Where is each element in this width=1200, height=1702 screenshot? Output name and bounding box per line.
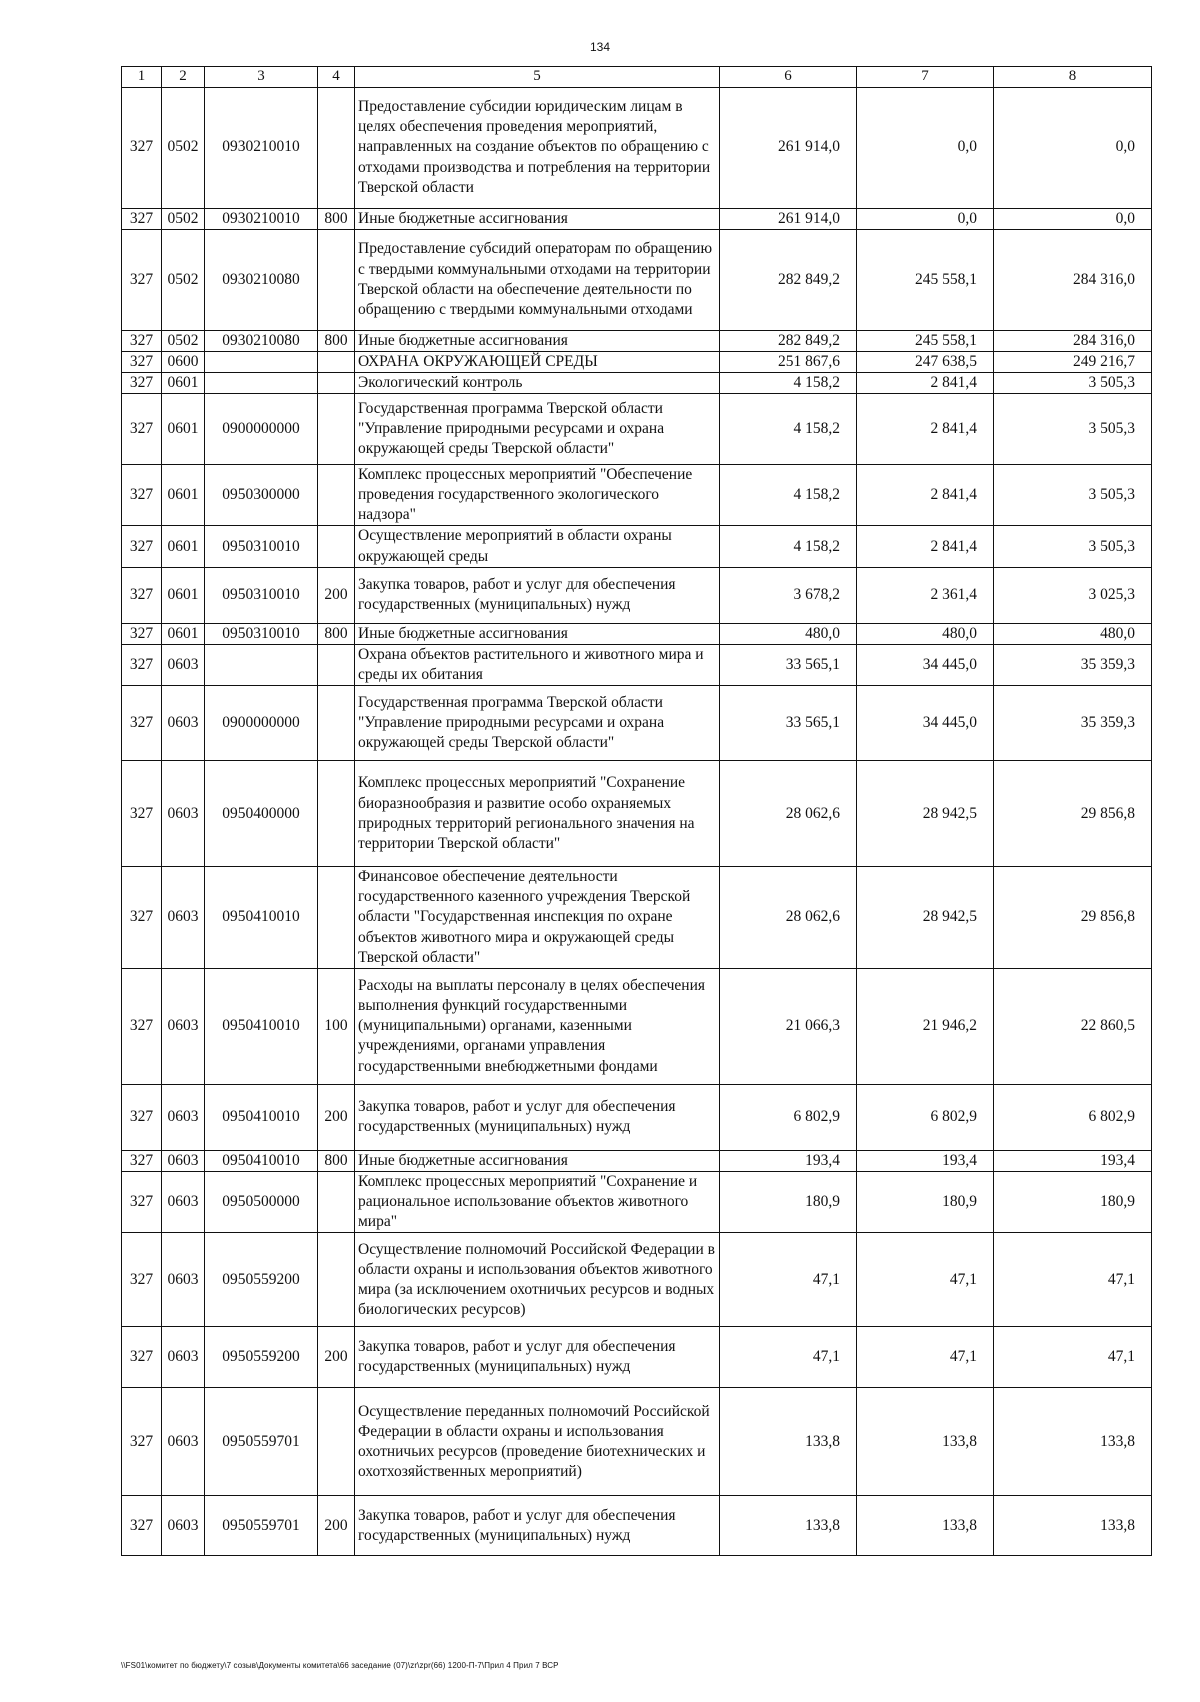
header-col-5: 5 [355,67,720,88]
code-section: 0603 [162,968,205,1084]
code-section: 0603 [162,1233,205,1327]
header-col-1: 1 [122,67,162,88]
amount-year-2: 21 946,2 [857,968,994,1084]
amount-year-2: 28 942,5 [857,761,994,867]
amount-year-3: 3 505,3 [994,394,1152,465]
amount-year-3: 3 505,3 [994,465,1152,526]
amount-year-1: 251 867,6 [720,351,857,372]
table-row [122,330,1152,351]
code-section: 0601 [162,623,205,644]
row-name: Иные бюджетные ассигнования [355,330,720,351]
row-name: Предоставление субсидий операторам по обращению с твердыми коммунальными отходами на территории Тверской области на обеспечение деятельности по обращению с твердыми коммунальными отходами [355,229,720,330]
amount-year-1: 261 914,0 [720,87,857,208]
amount-year-1: 133,8 [720,1388,857,1496]
amount-year-2: 2 361,4 [857,567,994,623]
code-ved: 327 [122,1172,162,1233]
amount-year-3: 35 359,3 [994,686,1152,761]
amount-year-1: 28 062,6 [720,867,857,969]
amount-year-2: 2 841,4 [857,465,994,526]
code-target: 0950410010 [205,867,318,969]
code-expense-type: 200 [318,567,355,623]
code-ved: 327 [122,1327,162,1388]
code-section: 0502 [162,330,205,351]
table-row [122,1172,1152,1233]
amount-year-1: 4 158,2 [720,526,857,567]
amount-year-1: 47,1 [720,1233,857,1327]
table-row [122,1084,1152,1150]
budget-table [121,66,1152,1556]
table-row [122,1496,1152,1556]
row-name: Закупка товаров, работ и услуг для обеспечения государственных (муниципальных) нужд [355,1327,720,1388]
code-expense-type [318,867,355,969]
amount-year-2: 47,1 [857,1327,994,1388]
code-section: 0601 [162,394,205,465]
amount-year-2: 0,0 [857,87,994,208]
row-name: Закупка товаров, работ и услуг для обеспечения государственных (муниципальных) нужд [355,1084,720,1150]
amount-year-1: 4 158,2 [720,372,857,393]
header-col-3: 3 [205,67,318,88]
table-row [122,867,1152,969]
amount-year-3: 47,1 [994,1233,1152,1327]
amount-year-2: 193,4 [857,1150,994,1171]
amount-year-2: 245 558,1 [857,330,994,351]
amount-year-1: 28 062,6 [720,761,857,867]
amount-year-1: 6 802,9 [720,1084,857,1150]
code-expense-type: 800 [318,330,355,351]
code-expense-type [318,1172,355,1233]
code-expense-type [318,372,355,393]
amount-year-3: 180,9 [994,1172,1152,1233]
amount-year-2: 34 445,0 [857,686,994,761]
code-section: 0600 [162,351,205,372]
code-target: 0930210010 [205,208,318,229]
code-ved: 327 [122,867,162,969]
amount-year-1: 33 565,1 [720,644,857,685]
header-row [122,67,1152,88]
code-section: 0603 [162,1150,205,1171]
code-expense-type [318,351,355,372]
code-ved: 327 [122,1233,162,1327]
code-target: 0900000000 [205,394,318,465]
table-row [122,351,1152,372]
code-target: 0930210080 [205,229,318,330]
code-target [205,351,318,372]
table-row [122,623,1152,644]
amount-year-1: 261 914,0 [720,208,857,229]
table-row [122,761,1152,867]
amount-year-2: 2 841,4 [857,394,994,465]
code-target: 0900000000 [205,686,318,761]
table-row [122,1327,1152,1388]
amount-year-2: 133,8 [857,1496,994,1556]
row-name: ОХРАНА ОКРУЖАЮЩЕЙ СРЕДЫ [355,351,720,372]
code-ved: 327 [122,351,162,372]
code-section: 0502 [162,208,205,229]
code-expense-type [318,394,355,465]
code-ved: 327 [122,1084,162,1150]
row-name: Финансовое обеспечение деятельности государственного казенного учреждения Тверской области "Государственная инспекция по охране объектов животного мира и окружающей среды Тверской области" [355,867,720,969]
code-ved: 327 [122,229,162,330]
code-ved: 327 [122,686,162,761]
amount-year-3: 29 856,8 [994,867,1152,969]
code-section: 0603 [162,1084,205,1150]
table-row [122,394,1152,465]
code-ved: 327 [122,208,162,229]
amount-year-3: 3 505,3 [994,372,1152,393]
code-ved: 327 [122,394,162,465]
code-target [205,644,318,685]
footer-file-path: \\FS01\комитет по бюджету\7 созыв\Документы комитета\66 заседание (07)\zr\zpr(66) 1200-П-7\Прил 4 Прил 7 ВСР [121,1661,559,1670]
code-ved: 327 [122,526,162,567]
amount-year-2: 47,1 [857,1233,994,1327]
code-expense-type [318,87,355,208]
code-ved: 327 [122,1150,162,1171]
table-row [122,526,1152,567]
code-expense-type: 800 [318,208,355,229]
amount-year-3: 0,0 [994,87,1152,208]
amount-year-2: 6 802,9 [857,1084,994,1150]
amount-year-1: 3 678,2 [720,567,857,623]
code-target: 0950310010 [205,567,318,623]
row-name: Комплекс процессных мероприятий "Обеспечение проведения государственного экологического надзора" [355,465,720,526]
row-name: Осуществление полномочий Российской Федерации в области охраны и использования объектов животного мира (за исключением охотничьих ресурсов и водных биологических ресурсов) [355,1233,720,1327]
code-target [205,372,318,393]
amount-year-3: 193,4 [994,1150,1152,1171]
amount-year-3: 29 856,8 [994,761,1152,867]
code-ved: 327 [122,372,162,393]
code-target: 0930210080 [205,330,318,351]
header-col-4: 4 [318,67,355,88]
amount-year-3: 6 802,9 [994,1084,1152,1150]
amount-year-3: 35 359,3 [994,644,1152,685]
code-ved: 327 [122,87,162,208]
code-target: 0950559701 [205,1496,318,1556]
row-name: Расходы на выплаты персоналу в целях обеспечения выполнения функций государственными (муниципальными) органами, казенными учреждениями, органами управления государственными внебюджетными фондами [355,968,720,1084]
amount-year-3: 284 316,0 [994,330,1152,351]
code-target: 0950559200 [205,1233,318,1327]
code-section: 0601 [162,372,205,393]
header-col-7: 7 [857,67,994,88]
table-row [122,229,1152,330]
code-ved: 327 [122,465,162,526]
amount-year-1: 4 158,2 [720,394,857,465]
row-name: Комплекс процессных мероприятий "Сохранение и рациональное использование объектов животного мира" [355,1172,720,1233]
amount-year-2: 180,9 [857,1172,994,1233]
amount-year-1: 47,1 [720,1327,857,1388]
code-ved: 327 [122,623,162,644]
code-target: 0950410010 [205,1084,318,1150]
amount-year-2: 2 841,4 [857,526,994,567]
code-expense-type: 800 [318,623,355,644]
table-row [122,208,1152,229]
row-name: Закупка товаров, работ и услуг для обеспечения государственных (муниципальных) нужд [355,567,720,623]
code-expense-type: 800 [318,1150,355,1171]
amount-year-3: 47,1 [994,1327,1152,1388]
code-expense-type [318,1388,355,1496]
code-section: 0502 [162,87,205,208]
amount-year-2: 247 638,5 [857,351,994,372]
code-target: 0950300000 [205,465,318,526]
amount-year-1: 4 158,2 [720,465,857,526]
code-section: 0502 [162,229,205,330]
amount-year-2: 0,0 [857,208,994,229]
amount-year-3: 3 505,3 [994,526,1152,567]
amount-year-3: 0,0 [994,208,1152,229]
code-expense-type [318,229,355,330]
code-target: 0950410010 [205,968,318,1084]
code-ved: 327 [122,1496,162,1556]
table-row [122,1233,1152,1327]
amount-year-3: 284 316,0 [994,229,1152,330]
amount-year-2: 34 445,0 [857,644,994,685]
table-row [122,465,1152,526]
amount-year-2: 28 942,5 [857,867,994,969]
code-expense-type [318,761,355,867]
row-name: Осуществление переданных полномочий Российской Федерации в области охраны и использования охотничьих ресурсов (проведение биотехнических и охотхозяйственных мероприятий) [355,1388,720,1496]
amount-year-1: 480,0 [720,623,857,644]
code-section: 0603 [162,686,205,761]
amount-year-1: 33 565,1 [720,686,857,761]
row-name: Закупка товаров, работ и услуг для обеспечения государственных (муниципальных) нужд [355,1496,720,1556]
code-section: 0603 [162,1327,205,1388]
amount-year-2: 2 841,4 [857,372,994,393]
table-row [122,87,1152,208]
code-section: 0603 [162,1496,205,1556]
amount-year-3: 3 025,3 [994,567,1152,623]
code-expense-type [318,1233,355,1327]
amount-year-1: 21 066,3 [720,968,857,1084]
code-ved: 327 [122,1388,162,1496]
code-section: 0601 [162,526,205,567]
code-section: 0601 [162,465,205,526]
amount-year-3: 22 860,5 [994,968,1152,1084]
row-name: Государственная программа Тверской области "Управление природными ресурсами и охрана окружающей среды Тверской области" [355,394,720,465]
code-expense-type: 200 [318,1327,355,1388]
row-name: Иные бюджетные ассигнования [355,1150,720,1171]
table-row [122,372,1152,393]
row-name: Иные бюджетные ассигнования [355,623,720,644]
code-section: 0601 [162,567,205,623]
code-target: 0950410010 [205,1150,318,1171]
amount-year-3: 133,8 [994,1388,1152,1496]
amount-year-3: 249 216,7 [994,351,1152,372]
table-row [122,1388,1152,1496]
code-target: 0950310010 [205,526,318,567]
code-target: 0950400000 [205,761,318,867]
code-ved: 327 [122,644,162,685]
table-row [122,1150,1152,1171]
amount-year-3: 480,0 [994,623,1152,644]
code-ved: 327 [122,330,162,351]
row-name: Государственная программа Тверской области "Управление природными ресурсами и охрана окружающей среды Тверской области" [355,686,720,761]
row-name: Экологический контроль [355,372,720,393]
amount-year-2: 480,0 [857,623,994,644]
code-expense-type [318,686,355,761]
code-expense-type: 200 [318,1084,355,1150]
code-section: 0603 [162,1388,205,1496]
row-name: Осуществление мероприятий в области охраны окружающей среды [355,526,720,567]
amount-year-1: 180,9 [720,1172,857,1233]
code-target: 0950310010 [205,623,318,644]
amount-year-1: 282 849,2 [720,330,857,351]
row-name: Иные бюджетные ассигнования [355,208,720,229]
row-name: Комплекс процессных мероприятий "Сохранение биоразнообразия и развитие особо охраняемых природных территорий регионального значения на территории Тверской области" [355,761,720,867]
amount-year-2: 245 558,1 [857,229,994,330]
amount-year-1: 193,4 [720,1150,857,1171]
code-expense-type: 100 [318,968,355,1084]
table-body [122,87,1152,1556]
amount-year-1: 133,8 [720,1496,857,1556]
code-target: 0950500000 [205,1172,318,1233]
row-name: Охрана объектов растительного и животного мира и среды их обитания [355,644,720,685]
code-ved: 327 [122,567,162,623]
code-expense-type [318,526,355,567]
header-col-2: 2 [162,67,205,88]
table-row [122,968,1152,1084]
table-row [122,686,1152,761]
code-target: 0930210010 [205,87,318,208]
table-row [122,644,1152,685]
code-section: 0603 [162,644,205,685]
table-row [122,567,1152,623]
code-section: 0603 [162,761,205,867]
amount-year-2: 133,8 [857,1388,994,1496]
row-name: Предоставление субсидии юридическим лицам в целях обеспечения проведения мероприятий, направленных на создание объектов по обращению с отходами производства и потребления на территории Тверской области [355,87,720,208]
code-ved: 327 [122,968,162,1084]
code-expense-type [318,644,355,685]
amount-year-3: 133,8 [994,1496,1152,1556]
code-section: 0603 [162,1172,205,1233]
page-number: 134 [589,40,611,54]
code-target: 0950559701 [205,1388,318,1496]
code-ved: 327 [122,761,162,867]
amount-year-1: 282 849,2 [720,229,857,330]
code-expense-type: 200 [318,1496,355,1556]
code-target: 0950559200 [205,1327,318,1388]
header-col-8: 8 [994,67,1152,88]
code-section: 0603 [162,867,205,969]
code-expense-type [318,465,355,526]
header-col-6: 6 [720,67,857,88]
